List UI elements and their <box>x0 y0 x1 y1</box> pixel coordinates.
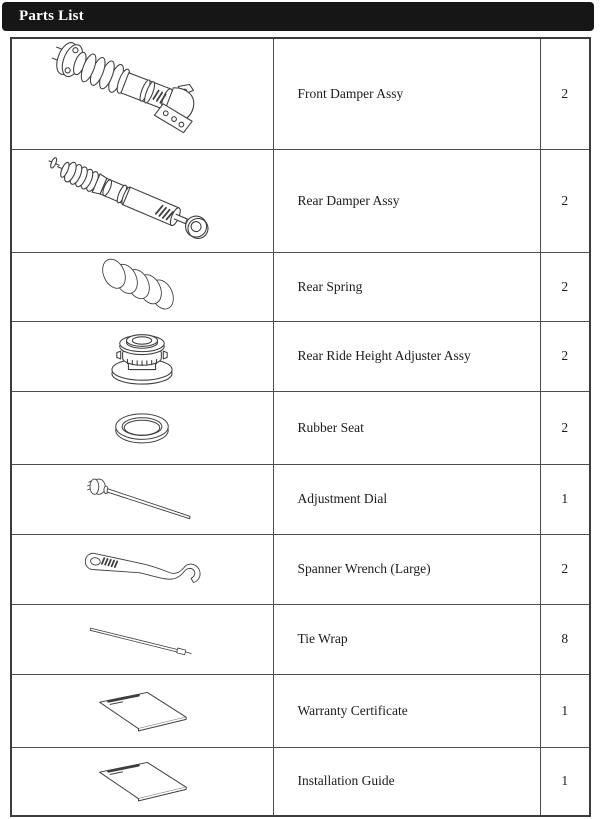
rear-damper-assy-illustration <box>37 154 247 248</box>
tie-wrap-illustration <box>80 618 204 660</box>
page-title: Parts List <box>19 8 84 24</box>
part-name: Adjustment Dial <box>297 491 388 506</box>
rear-spring-illustration <box>90 255 194 318</box>
adjustment-dial-illustration <box>78 472 206 527</box>
part-name: Rear Ride Height Adjuster Assy <box>297 348 471 363</box>
part-name: Rear Spring <box>297 278 363 294</box>
part-name: Tie Wrap <box>297 631 348 646</box>
section-header <box>2 2 594 31</box>
part-name: Rubber Seat <box>297 419 364 435</box>
rubber-seat-illustration <box>103 408 181 448</box>
part-name: Rear Damper Assy <box>297 192 400 208</box>
table-row <box>11 534 590 604</box>
warranty-certificate-illustration <box>89 688 195 734</box>
spanner-wrench-illustration <box>79 546 205 593</box>
table-row <box>11 38 590 149</box>
part-name: Warranty Certificate <box>297 702 408 718</box>
table-row <box>11 391 590 464</box>
part-name: Installation Guide <box>297 773 395 789</box>
part-qty: 2 <box>561 348 569 363</box>
part-qty: 1 <box>561 491 569 506</box>
table-row <box>11 149 590 252</box>
part-qty: 2 <box>561 85 569 101</box>
part-qty: 1 <box>561 773 569 789</box>
part-name: Front Damper Assy <box>297 85 404 101</box>
part-qty: 1 <box>561 702 569 718</box>
table-row <box>11 747 590 816</box>
part-qty: 8 <box>561 631 569 646</box>
front-damper-assy-illustration <box>40 42 245 146</box>
table-row <box>11 252 590 321</box>
table-row <box>11 674 590 747</box>
part-qty: 2 <box>561 192 569 208</box>
parts-table <box>10 37 591 817</box>
table-row <box>11 321 590 391</box>
table-row <box>11 604 590 674</box>
part-name: Spanner Wrench (Large) <box>297 561 431 576</box>
part-qty: 2 <box>561 419 569 435</box>
part-qty: 2 <box>561 278 569 294</box>
table-row <box>11 464 590 534</box>
part-qty: 2 <box>561 561 569 576</box>
rear-ride-height-adjuster-illustration <box>97 325 187 387</box>
installation-guide-illustration <box>89 758 195 804</box>
